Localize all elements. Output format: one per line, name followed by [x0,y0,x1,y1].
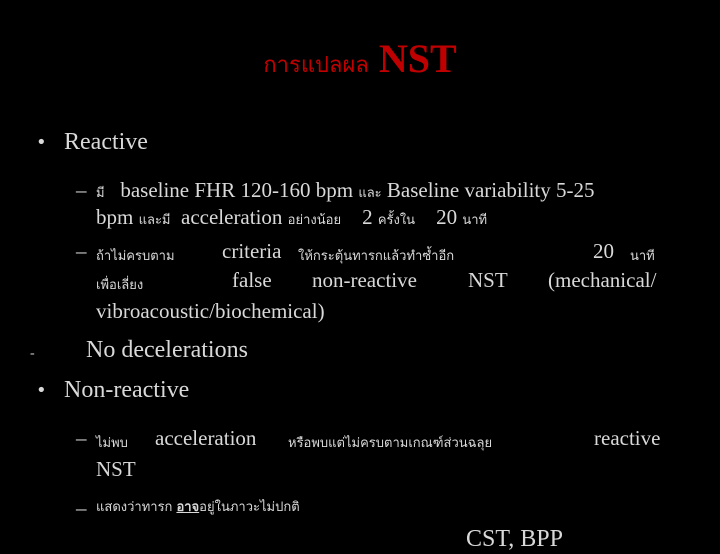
title-en: NST [378,36,457,81]
nr-item1-reactive: reactive [594,426,661,450]
nr-item1-line2: NST [96,457,136,481]
item2-line2-nst: NST [468,268,508,292]
nr-item2-line1: แสดงว่าทารก อาจอยู่ในภาวะไม่ปกติ [96,500,300,515]
item2-line1-thai-a: ถ้าไม่ครบตาม [96,249,175,264]
title-thai: การแปลผล [263,52,369,77]
item2-line1-thai-c: ให้กระตุ้นทารกแล้วทำซ้ำอีก [298,249,455,264]
item2-line1-number: 20 [593,239,614,263]
item2-line1-criteria: criteria [222,239,282,263]
dash-marker: – [76,178,87,202]
reactive-heading: Reactive [64,129,148,155]
nr-cut-line: CST, BPP [466,526,563,552]
item2-line2-thai: เพื่อเลี่ยง [96,278,144,293]
dash-marker: – [76,239,87,263]
dash-marker: – [76,426,87,450]
dash-marker: - [30,346,35,361]
item1-line2: bpm และมี acceleration อย่างน้อย 2 ครั้งใน 20 นาที [96,205,488,229]
no-decelerations: No decelerations [86,337,248,363]
item1-line1: มี baseline FHR 120-160 bpm และ Baseline variability 5-25 [96,178,595,202]
bullet-icon: • [36,380,47,401]
nr-item1-thai-c: หรือพบแต่ไม่ครบตามเกณฑ์ส่วนฉลุย [288,436,493,451]
nonreactive-heading: Non-reactive [64,377,190,403]
item2-line2-false: false [232,268,272,292]
item2-line2-mechanical: (mechanical/ [548,268,657,292]
bullet-icon: • [36,132,47,153]
slide-title [0,36,720,88]
item2-line3: vibroacoustic/biochemical) [96,299,325,323]
nr-item1-acceleration: acceleration [155,426,257,450]
dash-marker: – [76,496,87,520]
item2-line2-nonreactive: non-reactive [312,268,417,292]
item2-line1-unit: นาที [630,249,655,264]
nr-item1-thai-a: ไม่พบ [96,436,128,451]
